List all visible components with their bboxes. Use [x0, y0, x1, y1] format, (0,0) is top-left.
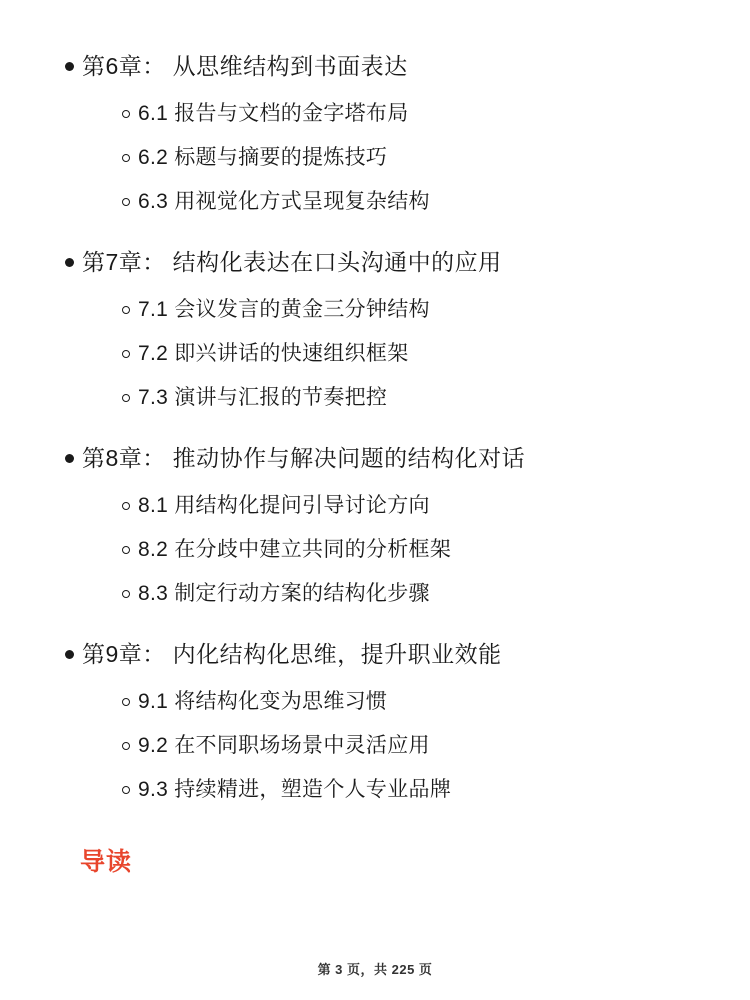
toc-section-title: 7.1 会议发言的黄金三分钟结构 [138, 298, 430, 321]
toc-section-list [56, 680, 694, 812]
section-heading: 导读 [80, 848, 133, 876]
toc-chapter-title: 第6章： 从思维结构到书面表达 [82, 53, 408, 79]
circle-bullet-icon [114, 579, 138, 609]
disc-bullet-icon [56, 637, 82, 671]
toc-section-list [56, 484, 694, 616]
page-footer: 第 3 页，共 225 页 [317, 962, 433, 977]
circle-bullet-icon [114, 775, 138, 805]
circle-bullet-icon [114, 491, 138, 521]
toc-section-item[interactable] [114, 528, 694, 572]
toc-section-item[interactable] [114, 572, 694, 616]
toc-section-title: 8.1 用结构化提问引导讨论方向 [138, 494, 430, 517]
toc-chapter [56, 432, 694, 616]
circle-bullet-icon [114, 187, 138, 217]
toc-section-item[interactable] [114, 92, 694, 136]
toc-section-item[interactable] [114, 484, 694, 528]
toc-section-title: 6.2 标题与摘要的提炼技巧 [138, 146, 388, 169]
toc-chapter-line[interactable] [56, 236, 694, 288]
toc-section-item[interactable] [114, 376, 694, 420]
toc-section-list [56, 288, 694, 420]
circle-bullet-icon [114, 339, 138, 369]
toc-section-item[interactable] [114, 180, 694, 224]
toc-section-title: 7.3 演讲与汇报的节奏把控 [138, 386, 388, 409]
circle-bullet-icon [114, 99, 138, 129]
circle-bullet-icon [114, 731, 138, 761]
toc-chapter-title: 第8章： 推动协作与解决问题的结构化对话 [82, 445, 526, 471]
toc-chapter [56, 628, 694, 812]
toc-section-title: 9.3 持续精进，塑造个人专业品牌 [138, 778, 452, 801]
toc-chapter-title: 第7章： 结构化表达在口头沟通中的应用 [82, 249, 502, 275]
toc-section-title: 9.2 在不同职场场景中灵活应用 [138, 734, 430, 757]
toc-section-title: 6.3 用视觉化方式呈现复杂结构 [138, 190, 430, 213]
circle-bullet-icon [114, 687, 138, 717]
circle-bullet-icon [114, 383, 138, 413]
circle-bullet-icon [114, 143, 138, 173]
toc-chapter [56, 40, 694, 224]
toc-chapter-line[interactable] [56, 432, 694, 484]
toc-section-title: 6.1 报告与文档的金字塔布局 [138, 102, 409, 125]
disc-bullet-icon [56, 441, 82, 475]
toc-section-title: 9.1 将结构化变为思维习惯 [138, 690, 388, 713]
disc-bullet-icon [56, 49, 82, 83]
toc-chapter-title: 第9章： 内化结构化思维，提升职业效能 [82, 641, 502, 667]
toc-section-item[interactable] [114, 136, 694, 180]
circle-bullet-icon [114, 295, 138, 325]
toc-section-item[interactable] [114, 288, 694, 332]
toc-section-item[interactable] [114, 724, 694, 768]
toc-section-list [56, 92, 694, 224]
disc-bullet-icon [56, 245, 82, 279]
circle-bullet-icon [114, 535, 138, 565]
toc-section-item[interactable] [114, 680, 694, 724]
table-of-contents [56, 40, 694, 812]
toc-section-title: 8.2 在分歧中建立共同的分析框架 [138, 538, 452, 561]
toc-section-item[interactable] [114, 768, 694, 812]
toc-chapter [56, 236, 694, 420]
toc-section-item[interactable] [114, 332, 694, 376]
toc-section-title: 7.2 即兴讲话的快速组织框架 [138, 342, 409, 365]
toc-chapter-line[interactable] [56, 40, 694, 92]
toc-chapter-line[interactable] [56, 628, 694, 680]
toc-section-title: 8.3 制定行动方案的结构化步骤 [138, 582, 430, 605]
